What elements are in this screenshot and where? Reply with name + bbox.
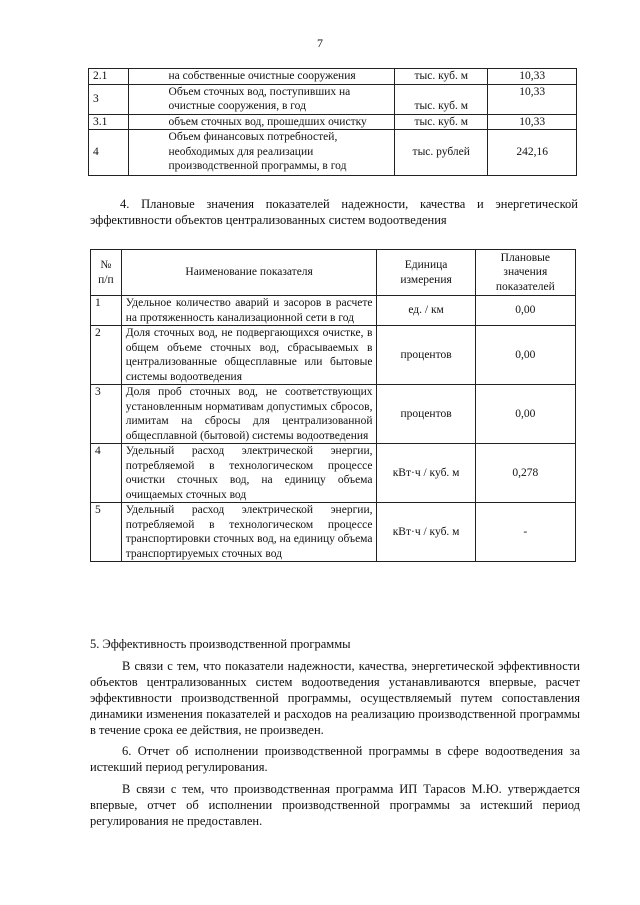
table-row	[91, 296, 576, 326]
row-value: 0,00	[475, 296, 575, 326]
row-value: 0,278	[475, 444, 575, 503]
row-name: на собственные очистные сооружения	[128, 69, 395, 85]
table-row	[91, 326, 576, 385]
row-name: Объем сточных вод, поступивших на очистные сооружения, в год	[128, 84, 395, 114]
capacity-table	[88, 68, 577, 176]
row-unit: ед. / км	[377, 296, 475, 326]
row-number: 3	[89, 84, 129, 114]
row-unit: тыс. куб. м	[395, 114, 488, 130]
row-value: 0,00	[475, 326, 575, 385]
row-name: Удельное количество аварий и засоров в расчете на протяженность канализационной сети в год	[121, 296, 377, 326]
row-name: объем сточных вод, прошедших очистку	[128, 114, 395, 130]
row-name: Удельный расход электрической энергии, потребляемой в технологическом процессе транспортировки сточных вод, на единицу объема транспортируемых сточных вод	[121, 503, 377, 562]
table-row	[91, 444, 576, 503]
row-name: Объем финансовых потребностей, необходимых для реализации производственной программы, в год	[128, 130, 395, 176]
row-number: 2.1	[89, 69, 129, 85]
header-unit: Единица измерения	[377, 250, 475, 296]
row-value: 10,33	[488, 69, 577, 85]
section6	[90, 743, 580, 829]
row-name: Удельный расход электрической энергии, потребляемой в технологическом процессе очистки сточных вод, на единицу объема очищаемых сточных вод	[121, 444, 377, 503]
row-number: 3.1	[89, 114, 129, 130]
row-unit: процентов	[377, 326, 475, 385]
page-number: 7	[317, 36, 323, 50]
section5	[90, 636, 580, 738]
row-number: 4	[91, 444, 122, 503]
table-row	[91, 503, 576, 562]
section6-text: В связи с тем, что производственная программа ИП Тарасов М.Ю. утверждается впервые, отчет об исполнении производственной программы за истекший период регулирования не предоставлен.	[90, 782, 580, 828]
row-unit: кВт·ч / куб. м	[377, 444, 475, 503]
header-value: Плановые значения показателей	[475, 250, 575, 296]
row-value: 242,16	[488, 130, 577, 176]
row-unit: процентов	[377, 385, 475, 444]
table-row	[89, 69, 577, 85]
section6-heading: 6. Отчет об исполнении производственной программы в сфере водоотведения за истекший период регулирования.	[90, 744, 580, 774]
table-row	[89, 84, 577, 114]
section5-text: В связи с тем, что показатели надежности, качества, энергетической эффективности объектов централизованных систем водоотведения устанавливаются впервые, расчет эффективности производственной программы, осуществляемый путем сопоставления динамики изменения показателей и расходов на реализацию производственной программы в течение срока ее действия, не произведен.	[90, 659, 580, 737]
section4-heading	[90, 196, 578, 228]
row-number: 5	[91, 503, 122, 562]
row-value: 10,33	[488, 114, 577, 130]
row-value: 0,00	[475, 385, 575, 444]
section4-heading-text: 4. Плановые значения показателей надежности, качества и энергетической эффективности объектов централизованных систем водоотведения	[90, 197, 578, 227]
header-name: Наименование показателя	[121, 250, 377, 296]
table-row	[89, 114, 577, 130]
row-number: 3	[91, 385, 122, 444]
table-header-row	[91, 250, 576, 296]
row-unit: кВт·ч / куб. м	[377, 503, 475, 562]
row-number: 2	[91, 326, 122, 385]
row-unit: тыс. рублей	[395, 130, 488, 176]
section5-heading: 5. Эффективность производственной программы	[90, 637, 351, 651]
table-row	[89, 130, 577, 176]
row-value: 10,33	[488, 84, 577, 114]
row-name: Доля сточных вод, не подвергающихся очистке, в общем объеме сточных вод, сбрасываемых в централизованные общесплавные или бытовые системы водоотведения	[121, 326, 377, 385]
header-number: № п/п	[91, 250, 122, 296]
row-unit: тыс. куб. м	[395, 84, 488, 114]
row-unit: тыс. куб. м	[395, 69, 488, 85]
row-name: Доля проб сточных вод, не соответствующих установленным нормативам допустимых сбросов, лимитам на сбросы для централизованной общесплавной (бытовой) системы водоотведения	[121, 385, 377, 444]
row-value: -	[475, 503, 575, 562]
row-number: 4	[89, 130, 129, 176]
indicators-table	[90, 249, 576, 562]
row-number: 1	[91, 296, 122, 326]
table-row	[91, 385, 576, 444]
